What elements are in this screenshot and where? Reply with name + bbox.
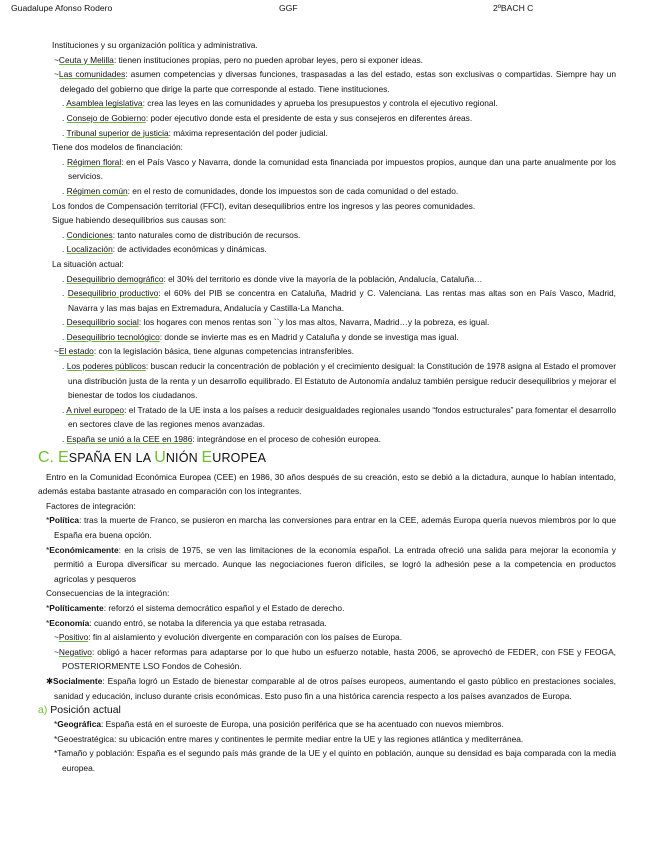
- list-item: . Los poderes públicos: buscan reducir la concentración de población y el crecimiento desigual: la Constitución de 1978 asigna al Estado el promover una distribución justa de la renta y un desarrollo equilibrado. El Estatuto de Autonomía andaluz también persigue reducir desequilibrios y mejorar el bienestar de todos los ciudadanos.: [62, 361, 617, 401]
- list-item: ~Ceuta y Melilla: tienen instituciones propias, pero no pueden aprobar leyes, pero si exponer ideas.: [54, 54, 423, 65]
- paragraph: Sigue habiendo desequilibrios sus causas son:: [52, 215, 227, 226]
- list-item: . Desequilibrio productivo: el 60% del PIB se concentra en Cataluña, Madrid y C. Valenciana. Las rentas mas altas son en País Vasco, Madrid, Navarra y las mas bajas en Extremadura, Andalucía y Castilla-La Mancha.: [62, 288, 616, 313]
- list-item: *Geoestratégica: su ubicación entre mares y continentes le permite mediar entre la UE y las regiones atlántica y mediterránea.: [54, 733, 524, 744]
- list-item: . España se unió a la CEE en 1986: integrándose en el proceso de cohesión europea.: [62, 434, 381, 445]
- author-name: Guadalupe Afonso Rodero: [11, 3, 113, 13]
- list-item: ~El estado: con la legislación básica, tiene algunas competencias intransferibles.: [54, 346, 355, 357]
- list-item: . Régimen floral: en el País Vasco y Navarra, donde la comunidad esta financiada por impuestos propios, aunque dan una parte anualmente por los servicios.: [62, 156, 616, 182]
- section-heading: C. ESPAÑA EN LA UNIÓN EUROPEA: [38, 448, 267, 466]
- list-item: *Política: tras la muerte de Franco, se pusieron en marcha las conversiones para entrar en la CEE, además Europa quería nuevos miembros por lo que España era buena opción.: [46, 515, 616, 540]
- list-item: *Economía: cuando entró, se notaba la diferencia ya que estaba retrasada.: [46, 617, 327, 628]
- list-item: *Geográfica: España está en el suroeste de Europa, una posición periférica que se ha acentuado con nuevos miembros.: [54, 719, 504, 730]
- list-item: . Consejo de Gobierno: poder ejecutivo donde esta el presidente de esta y sus consejeros en diferentes áreas.: [62, 112, 473, 123]
- paragraph: Los fondos de Compensación territorial (FFCI), evitan desequilibrios entre los ingresos y las peores comunidades.: [52, 200, 476, 211]
- paragraph: Entro en la Comunidad Económica Europea (CEE) en 1986, 30 años después de su creación, esto se debió a la dictadura, aunque lo habían intentado, además estaba bastante atrasado en comparación con los integrantes.: [38, 471, 616, 497]
- list-item: . Desequilibrio tecnológico: donde se invierte mas es en Madrid y Cataluña y donde se investiga mas igual.: [62, 331, 459, 342]
- list-item: ~Positivo: fin al aislamiento y evolución divergente en comparación con los países de Europa.: [54, 632, 403, 643]
- list-item: . Régimen común: en el resto de comunidades, donde los impuestos son de cada comunidad o del estado.: [62, 185, 459, 196]
- paragraph: Instituciones y su organización política y administrativa.: [52, 40, 258, 50]
- paragraph: La situación actual:: [52, 258, 124, 269]
- list-item: *Políticamente: reforzó el sistema democrático español y el Estado de derecho.: [46, 602, 345, 613]
- subheading: Consecuencias de la integración:: [46, 588, 170, 599]
- document-body: [0, 38, 655, 776]
- list-item: . Localización: de actividades económicas y dinámicas.: [62, 244, 267, 255]
- list-item: . Asamblea legislativa: crea las leyes en las comunidades y aprueba los presupuestos y controla el ejecutivo regional.: [62, 98, 498, 109]
- page-header: [11, 0, 643, 14]
- list-item: . Desequilibrio demográfico: el 30% del territorio es donde vive la mayoría de la población, Andalucía, Cataluña…: [62, 273, 483, 284]
- course-label: 2ºBACH C: [493, 3, 534, 13]
- subject-code: GGF: [279, 3, 298, 13]
- list-item: *Económicamente: en la crisis de 1975, se ven las limitaciones de la economía español. La entrada ofreció una salida para mejorar la economía y permitió a Europa diversificar su mercado. Aunque las negociaciones fueron difíciles, se logró la adhesión pese a la competencia en productos agrícolas y pesqueros: [46, 544, 616, 584]
- paragraph: Tiene dos modelos de financiación:: [52, 142, 183, 153]
- list-item: . A nivel europeo: el Tratado de la UE insta a los países a reducir desigualdades regionales usando “fondos estructurales” para fomentar el desarrollo en sectores clave de las regiones menos avanzadas.: [62, 404, 616, 430]
- list-item: *Tamaño y población: España es el segundo país más grande de la UE y el quinto en población, aunque su densidad es baja comparada con la media europea.: [54, 748, 616, 773]
- list-item: . Tribunal superior de justicia: máxima representación del poder judicial.: [62, 127, 328, 138]
- subheading: Factores de integración:: [46, 500, 136, 511]
- list-item: . Condiciones: tanto naturales como de distribución de recursos.: [62, 229, 301, 240]
- list-item: ✱Socialmente: España logró un Estado de bienestar comparable al de otros países europeos, aumentando el gasto público en prestaciones sociales, sanidad y educación, incluso durante crisis económicas. Esto puso fin a una histórica carencia respecto a los países avanzados de Europa.: [46, 675, 616, 701]
- subsection-heading: a) Posición actual: [38, 704, 121, 717]
- list-item: ~Negativo: obligó a hacer reformas para adaptarse por lo que hubo un esfuerzo notable, hasta 2006, se aprovechó de FEDER, con FSE y FEOGA, POSTERIORMENTE LSO Fondos de Cohesión.: [54, 646, 616, 672]
- list-item: ~Las comunidades: asumen competencias y diversas funciones, traspasadas a las del estado, estas son exclusivas o compartidas. Siempre hay un delegado del gobierno que dirige la parte que corresponde al estado. Tiene instituciones.: [54, 69, 616, 94]
- list-item: . Desequilibrio social: los hogares con menos rentas son ``y los mas altos, Navarra, Madrid…y la pobreza, es igual.: [62, 317, 490, 328]
